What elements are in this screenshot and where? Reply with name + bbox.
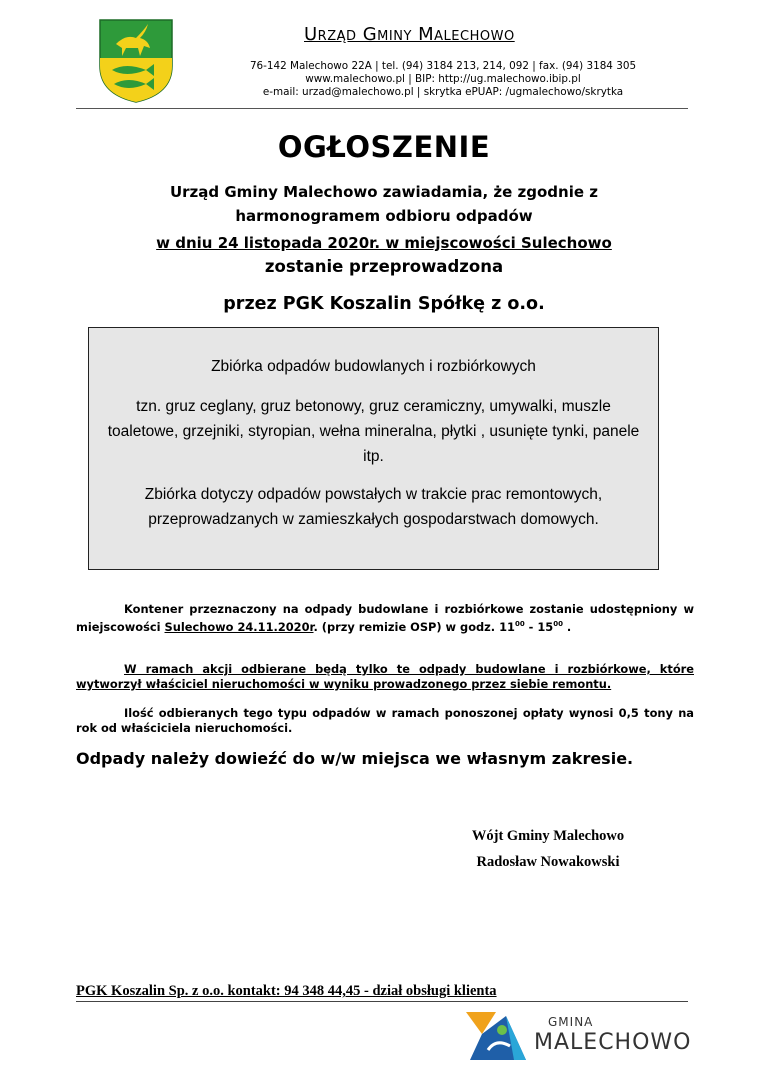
signature-name: Radosław Nowakowski — [476, 854, 620, 870]
email-line: e-mail: urzad@malechowo.pl | skrytka ePUAP: /ugmalechowo/skrytka — [262, 86, 624, 98]
box-note: Zbiórka dotyczy odpadów powstałych w trakcie prac remontowych, przeprowadzanych w zamieszkałych gospodarstwach domowych. — [144, 486, 603, 528]
footer-contact: PGK Koszalin Sp. z o.o. kontakt: 94 348 44,45 - dział obsługi klienta — [76, 983, 497, 999]
logo-gmina-text: GMINA — [548, 1015, 594, 1029]
p1-text-a: Kontener przeznaczony na odpady budowlane i rozbiórkowe zostanie udostępniony w miejscowości — [76, 602, 694, 634]
web-line: www.malechowo.pl | BIP: http://ug.malechowo.ibip.pl — [305, 73, 581, 85]
address-line: 76-142 Malechowo 22A | tel. (94) 3184 213, 214, 092 | fax. (94) 3184 305 — [249, 60, 637, 72]
quantity-paragraph: Ilość odbieranych tego typu odpadów w ramach ponoszonej opłaty wynosi 0,5 tony na rok od właściciela nieruchomości. — [76, 706, 694, 735]
p1-sup-1: 00 — [514, 620, 525, 628]
p1-dash: - 15 — [524, 619, 554, 634]
box-title: Zbiórka odpadów budowlanych i rozbiórkowych — [211, 358, 536, 375]
delivery-instruction: Odpady należy dowieźć do w/w miejsca we własnym zakresie. — [76, 749, 634, 768]
lead-line-1: Urząd Gminy Malechowo zawiadamia, że zgodnie z — [169, 183, 598, 201]
date-line: w dniu 24 listopada 2020r. w miejscowości Sulechowo — [156, 234, 612, 252]
footer-divider — [76, 1001, 688, 1002]
lead-line-2: harmonogramem odbioru odpadów — [235, 207, 533, 225]
signature-title: Wójt Gminy Malechowo — [471, 828, 625, 844]
p1-sup-2: 00 — [553, 620, 563, 628]
info-box — [88, 327, 659, 570]
contractor-line: przez PGK Koszalin Spółkę z o.o. — [223, 294, 545, 314]
office-name: Urząd Gminy Malechowo — [304, 24, 515, 45]
contact-block — [226, 60, 660, 99]
header-divider — [76, 108, 688, 109]
p1-end: . — [562, 619, 572, 634]
container-paragraph — [76, 602, 694, 635]
scope-paragraph: W ramach akcji odbierane będą tylko te odpady budowlane i rozbiórkowe, które wytworzył właściciel nieruchomości w wyniku prowadzonego przez siebie remontu. — [76, 662, 694, 691]
waste-types-list: tzn. gruz ceglany, gruz betonowy, gruz ceramiczny, umywalki, muszle toaletowe, grzejniki, styropian, wełna mineralna, płytki , usunięte tynki, panele itp. — [107, 398, 640, 465]
logo-malechowo-text: MALECHOWO — [534, 1030, 692, 1055]
notice-lead — [80, 180, 688, 228]
coat-of-arms-icon — [98, 18, 174, 104]
p1-place-date: Sulechowo 24.11.2020r — [164, 619, 314, 634]
p1-text-b: . (przy remizie OSP) w godz. 11 — [313, 619, 515, 634]
carried-out-line: zostanie przeprowadzona — [264, 257, 504, 276]
notice-title: OGŁOSZENIE — [277, 130, 491, 164]
